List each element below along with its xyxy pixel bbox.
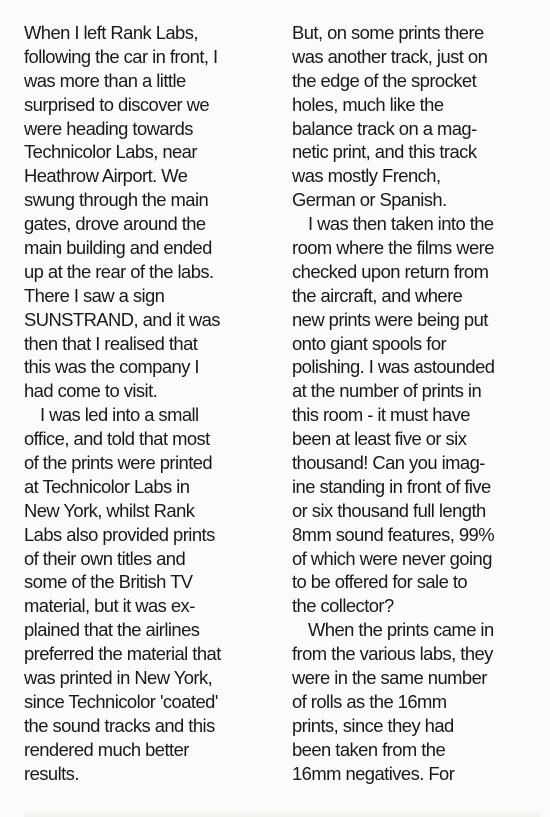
text-line: since Technicolor 'coated'	[24, 690, 218, 712]
text-line: Technicolor Labs, near	[24, 141, 197, 163]
text-line: up at the rear of the labs.	[24, 260, 214, 282]
text-line: the aircraft, and where	[292, 284, 463, 306]
text-line: at the number of prints in	[292, 380, 482, 402]
text-line: 8mm sound features, 99%	[292, 523, 495, 545]
text-line: German or Spanish.	[292, 189, 447, 211]
text-line: rendered much better	[24, 738, 189, 760]
text-line: been taken from the	[292, 738, 446, 760]
text-line: some of the British TV	[24, 571, 193, 593]
text-line: new prints were being put	[292, 308, 488, 330]
text-line: the sound tracks and this	[24, 714, 215, 736]
text-line: New York, whilst Rank	[24, 499, 195, 521]
text-line: was another track, just on	[292, 45, 488, 67]
text-line: or six thousand full length	[292, 499, 486, 521]
text-line: this was the company I	[24, 356, 199, 378]
text-line: gates, drove around the	[24, 213, 206, 235]
text-line: of their own titles and	[24, 547, 186, 569]
paragraph-start-line: I was then taken into the	[308, 213, 494, 235]
text-line: to be offered for sale to	[292, 571, 468, 593]
text-line: results.	[24, 762, 79, 784]
text-line: Labs also provided prints	[24, 523, 215, 545]
text-line: been at least five or six	[292, 428, 467, 450]
text-line: were heading towards	[24, 117, 193, 139]
text-line: of which were never going	[292, 547, 492, 569]
text-line: following the car in front, I	[24, 45, 218, 67]
text-line: room where the films were	[292, 237, 494, 259]
text-line: onto giant spools for	[292, 332, 447, 354]
text-line: netic print, and this track	[292, 141, 477, 163]
text-line: ine standing in front of five	[292, 475, 491, 497]
text-line: checked upon return from	[292, 260, 489, 282]
text-line: But, on some prints there	[292, 22, 484, 43]
text-line: polishing. I was astounded	[292, 356, 495, 378]
text-line: had come to visit.	[24, 380, 158, 402]
text-line: thousand! Can you imag-	[292, 452, 485, 474]
text-line: preferred the material that	[24, 643, 221, 665]
text-line: the collector?	[292, 595, 394, 617]
text-column-left	[24, 21, 276, 786]
text-line: was printed in New York,	[24, 667, 213, 689]
text-line: main building and ended	[24, 237, 212, 259]
paragraph-start-line: I was led into a small	[40, 404, 199, 426]
text-line: the edge of the sprocket	[292, 69, 477, 91]
text-column-right	[292, 21, 542, 786]
text-line: at Technicolor Labs in	[24, 475, 190, 497]
text-line: balance track on a mag-	[292, 117, 477, 139]
text-line: surprised to discover we	[24, 93, 210, 115]
text-line: 16mm negatives. For	[292, 762, 455, 784]
text-line: this room - it must have	[292, 404, 470, 426]
text-line: from the various labs, they	[292, 643, 493, 665]
text-line: plained that the airlines	[24, 619, 200, 641]
text-line: SUNSTRAND, and it was	[24, 308, 220, 330]
paragraph-start-line: When the prints came in	[308, 619, 494, 641]
text-line: prints, since they had	[292, 714, 454, 736]
text-line: was mostly French,	[292, 165, 441, 187]
text-line: swung through the main	[24, 189, 209, 211]
text-line: then that I realised that	[24, 332, 198, 354]
text-line: There I saw a sign	[24, 284, 165, 306]
text-line: office, and told that most	[24, 428, 210, 450]
text-line: When I left Rank Labs,	[24, 22, 198, 43]
text-line: material, but it was ex-	[24, 595, 195, 617]
text-line: Heathrow Airport. We	[24, 165, 188, 187]
page-bottom-edge	[24, 808, 540, 817]
text-line: were in the same number	[292, 667, 487, 689]
text-line: was more than a little	[24, 69, 186, 91]
text-line: holes, much like the	[292, 93, 444, 115]
text-line: of the prints were printed	[24, 452, 213, 474]
text-line: of rolls as the 16mm	[292, 690, 447, 712]
